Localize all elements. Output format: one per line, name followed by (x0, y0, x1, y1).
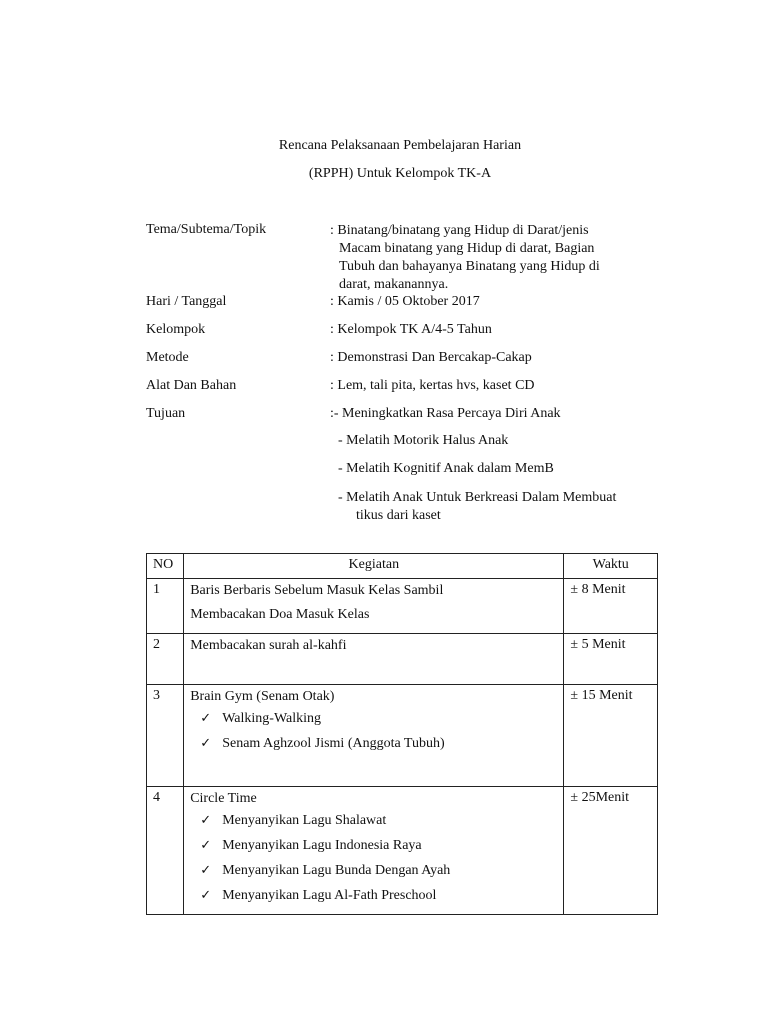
activity-table (146, 553, 658, 915)
row-kegiatan (184, 685, 564, 787)
tema-value (330, 222, 660, 294)
alat-label: Alat Dan Bahan (146, 378, 237, 393)
checklist-item (190, 706, 557, 731)
row-kegiatan (184, 634, 564, 685)
row-waktu: ± 25Menit (564, 787, 658, 915)
checklist-item-label: Walking-Walking (222, 711, 322, 726)
tujuan-item-1: :- Meningkatkan Rasa Percaya Diri Anak (330, 406, 561, 421)
checklist-item (190, 731, 557, 756)
tujuan-item-4 (338, 489, 668, 525)
header-waktu: Waktu (564, 554, 658, 579)
tujuan-item-4-line-1: - Melatih Anak Untuk Berkreasi Dalam Membuat (338, 490, 617, 505)
row-no: 3 (147, 685, 184, 787)
check-icon: ✓ (200, 838, 212, 853)
hari-label: Hari / Tanggal (146, 294, 227, 309)
checklist-item-label: Senam Aghzool Jismi (Anggota Tubuh) (222, 736, 445, 751)
check-icon: ✓ (200, 813, 212, 828)
checklist-item (190, 808, 557, 833)
hari-value: : Kamis / 05 Oktober 2017 (330, 294, 480, 309)
kegiatan-line: Membacakan surah al-kahfi (190, 638, 347, 653)
kelompok-value: : Kelompok TK A/4-5 Tahun (330, 322, 492, 337)
row-no: 1 (147, 579, 184, 634)
alat-value: : Lem, tali pita, kertas hvs, kaset CD (330, 378, 535, 393)
tema-label: Tema/Subtema/Topik (146, 222, 267, 237)
row-kegiatan (184, 579, 564, 634)
kegiatan-line: Brain Gym (Senam Otak) (190, 689, 335, 704)
kegiatan-line: Baris Berbaris Sebelum Masuk Kelas Sambil (190, 583, 444, 598)
tema-line-3: Tubuh dan bahayanya Binatang yang Hidup di (339, 259, 600, 274)
checklist-item-label: Menyanyikan Lagu Shalawat (222, 813, 387, 828)
table-header-row (147, 554, 658, 579)
check-icon: ✓ (200, 736, 212, 751)
tema-line-1: : Binatang/binatang yang Hidup di Darat/jenis (330, 223, 589, 238)
table-row (147, 579, 658, 634)
tujuan-label: Tujuan (146, 406, 186, 421)
row-no: 2 (147, 634, 184, 685)
row-waktu: ± 8 Menit (564, 579, 658, 634)
row-no: 4 (147, 787, 184, 915)
document-title: Rencana Pelaksanaan Pembelajaran Harian (278, 138, 522, 153)
table-row (147, 634, 658, 685)
metode-label: Metode (146, 350, 189, 365)
kelompok-label: Kelompok (146, 322, 206, 337)
checklist-item (190, 883, 557, 908)
checklist-item (190, 858, 557, 883)
checklist-item (190, 833, 557, 858)
check-icon: ✓ (200, 711, 212, 726)
tema-line-4: darat, makanannya. (339, 277, 449, 292)
row-kegiatan (184, 787, 564, 915)
tema-line-2: Macam binatang yang Hidup di darat, Bagian (339, 241, 595, 256)
checklist-item-label: Menyanyikan Lagu Indonesia Raya (222, 838, 422, 853)
row-waktu: ± 5 Menit (564, 634, 658, 685)
row-waktu: ± 15 Menit (564, 685, 658, 787)
kegiatan-line: Membacakan Doa Masuk Kelas (190, 607, 370, 622)
metode-value: : Demonstrasi Dan Bercakap-Cakap (330, 350, 532, 365)
check-icon: ✓ (200, 888, 212, 903)
checklist-item-label: Menyanyikan Lagu Al-Fath Preschool (222, 888, 437, 903)
tujuan-item-3: - Melatih Kognitif Anak dalam MemB (338, 461, 554, 476)
header-kegiatan: Kegiatan (184, 554, 564, 579)
document-subtitle: (RPPH) Untuk Kelompok TK-A (308, 166, 492, 181)
table-row (147, 787, 658, 915)
checklist-item-label: Menyanyikan Lagu Bunda Dengan Ayah (222, 863, 451, 878)
tujuan-item-2: - Melatih Motorik Halus Anak (338, 433, 509, 448)
check-icon: ✓ (200, 863, 212, 878)
kegiatan-line: Circle Time (190, 791, 257, 806)
table-row (147, 685, 658, 787)
tujuan-item-4-line-2: tikus dari kaset (356, 508, 441, 523)
header-no: NO (147, 554, 184, 579)
